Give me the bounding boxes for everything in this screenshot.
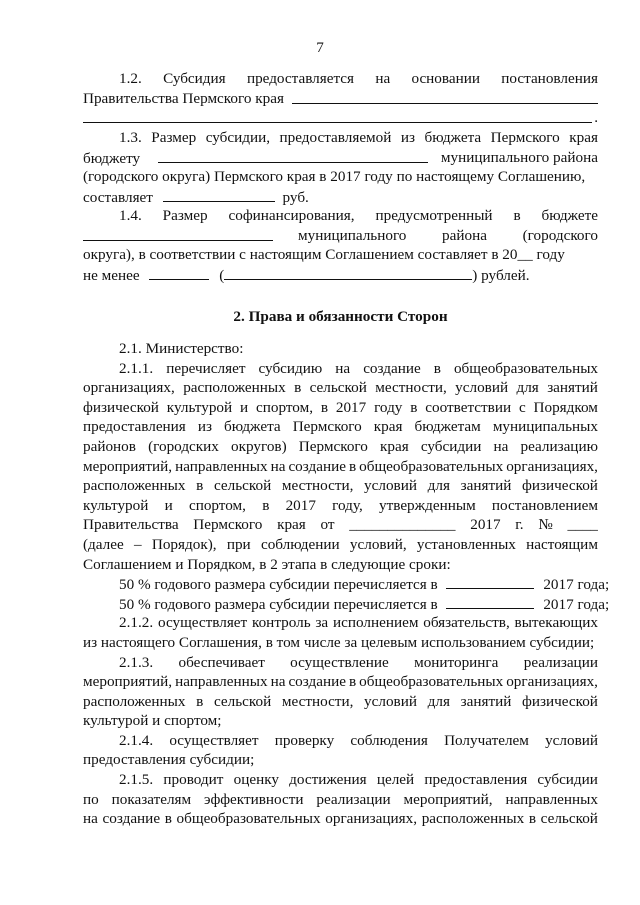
word: (городских bbox=[148, 437, 219, 455]
word: общеобразовательных bbox=[453, 359, 598, 377]
blank-field bbox=[292, 89, 598, 104]
word: осуществляет bbox=[157, 614, 248, 632]
word: сельской bbox=[213, 477, 272, 495]
blank-field bbox=[446, 594, 534, 609]
word: соблюдении bbox=[260, 535, 340, 553]
word: установленных bbox=[416, 535, 516, 553]
word: Правительства bbox=[83, 516, 179, 534]
word: настоящим bbox=[526, 535, 598, 553]
line-text: муниципального района bbox=[440, 148, 598, 166]
word: культурой bbox=[166, 398, 233, 416]
word: на bbox=[83, 810, 98, 828]
word: общеобразовательных bbox=[176, 810, 321, 828]
word: контроль bbox=[251, 614, 311, 632]
word: организациях, bbox=[325, 810, 418, 828]
word: сельской bbox=[213, 692, 272, 710]
word: занятий bbox=[460, 477, 512, 495]
word: в bbox=[348, 457, 357, 475]
word: с bbox=[518, 398, 526, 416]
word: бюджете bbox=[541, 207, 598, 224]
word: обеспечивает bbox=[178, 653, 265, 671]
line-text: 50 % годового размера субсидии перечисляется в bbox=[119, 595, 438, 613]
word: предоставляемой bbox=[279, 129, 392, 146]
word: Субсидия bbox=[163, 70, 226, 87]
word: основании bbox=[411, 70, 480, 87]
word: в bbox=[410, 398, 418, 416]
word: – bbox=[134, 535, 142, 553]
word: целей bbox=[376, 771, 415, 789]
word: (городского bbox=[522, 226, 598, 244]
text-line bbox=[83, 359, 598, 379]
line-text: составляет bbox=[83, 188, 153, 206]
word: реализации bbox=[523, 653, 598, 671]
word: по bbox=[83, 790, 99, 808]
text-line bbox=[83, 69, 598, 89]
word: в bbox=[433, 359, 441, 377]
text-line bbox=[83, 672, 598, 692]
word: округов) bbox=[231, 437, 287, 455]
word: общеобразовательных bbox=[359, 673, 504, 691]
text-line bbox=[83, 790, 598, 810]
word: проводит bbox=[163, 771, 224, 789]
text-line: Соглашением и Порядком, в 2 этапа в следующие сроки: bbox=[83, 555, 451, 573]
text-line bbox=[83, 187, 598, 207]
word: проверку bbox=[274, 731, 335, 749]
word: культурой bbox=[83, 496, 149, 514]
word: создание bbox=[288, 673, 346, 691]
word: Размер bbox=[151, 129, 197, 146]
text-line: из настоящего Соглашения, в том числе за целевым использованием субсидии; bbox=[83, 633, 595, 651]
word: году bbox=[374, 398, 403, 416]
line-text: ) рублей. bbox=[472, 266, 530, 284]
word: в bbox=[294, 379, 302, 397]
text-line bbox=[83, 809, 598, 829]
text-line bbox=[83, 148, 598, 168]
word: физической bbox=[83, 398, 159, 416]
word: организациях, bbox=[506, 457, 598, 475]
word: Пермского bbox=[292, 418, 362, 436]
blank-field bbox=[83, 108, 592, 123]
word: 2017 bbox=[285, 496, 316, 514]
word: субсидии bbox=[420, 437, 482, 455]
text-line bbox=[83, 398, 598, 418]
word: физической bbox=[522, 477, 598, 495]
word: 1.3. bbox=[119, 129, 142, 146]
word: муниципального bbox=[298, 226, 407, 244]
text-line bbox=[83, 515, 598, 535]
text-line bbox=[83, 457, 598, 477]
word: и bbox=[240, 398, 249, 416]
text-line bbox=[83, 378, 598, 398]
text-line: предоставления субсидии; bbox=[83, 751, 255, 769]
word: показателям bbox=[111, 790, 192, 808]
word: субсидии, bbox=[205, 129, 271, 146]
text-line bbox=[83, 770, 598, 790]
word: соблюдения bbox=[350, 731, 428, 749]
word: края bbox=[569, 129, 598, 146]
word: предоставления bbox=[424, 771, 528, 789]
word: перечисляет bbox=[166, 359, 246, 377]
blank-field bbox=[149, 265, 209, 280]
stage-line bbox=[83, 574, 610, 594]
word: в bbox=[348, 673, 357, 691]
line-text: бюджету bbox=[83, 149, 141, 167]
word: расположенных bbox=[83, 477, 186, 495]
section-2-title: 2. Права и обязанности Сторон bbox=[233, 308, 448, 325]
word: условий bbox=[364, 692, 417, 710]
word: Пермского bbox=[193, 516, 263, 534]
word: предоставления bbox=[83, 418, 186, 436]
word: спортом, bbox=[255, 398, 313, 416]
word: Получателем bbox=[444, 731, 529, 749]
word: бюджета bbox=[224, 418, 281, 436]
blank-field bbox=[224, 265, 472, 280]
word: условий bbox=[545, 731, 598, 749]
word: в bbox=[164, 810, 172, 828]
line-text: 2017 года; bbox=[543, 576, 610, 594]
word: районов bbox=[83, 437, 136, 455]
word: субсидии bbox=[537, 771, 598, 789]
text-line bbox=[83, 437, 598, 457]
text-line bbox=[83, 206, 598, 226]
text-line bbox=[83, 89, 598, 109]
word: для bbox=[516, 379, 539, 397]
word: Размер bbox=[162, 207, 208, 224]
word: бюджета bbox=[424, 129, 482, 146]
word: спортом, bbox=[188, 496, 246, 514]
blank-field bbox=[158, 148, 428, 163]
word: мероприятий, bbox=[83, 457, 173, 475]
word: г. bbox=[515, 516, 524, 534]
clause-1-3 bbox=[83, 128, 598, 206]
section-2-body bbox=[83, 339, 610, 829]
word: организациях, bbox=[83, 379, 175, 397]
text-line: культурой и спортом; bbox=[83, 712, 222, 730]
text-line bbox=[83, 653, 598, 673]
word: мониторинга bbox=[414, 653, 499, 671]
word: реализацию bbox=[520, 437, 598, 455]
line-text bbox=[298, 226, 598, 246]
word: 2.1.5. bbox=[119, 771, 154, 789]
word: в bbox=[513, 207, 521, 224]
page-number: 7 bbox=[316, 39, 324, 56]
word: направленных bbox=[505, 790, 598, 808]
word: на bbox=[270, 457, 286, 475]
word: Пермского bbox=[298, 437, 368, 455]
word: софинансирования, bbox=[228, 207, 355, 224]
word: района bbox=[442, 226, 487, 244]
word: создание bbox=[102, 810, 161, 828]
word: расположенных bbox=[183, 379, 286, 397]
text-line: (городского округа) Пермского края в 2017 году по настоящему Соглашению, bbox=[83, 168, 586, 186]
line-text: ( bbox=[219, 266, 225, 284]
word: осуществление bbox=[290, 653, 389, 671]
word: оценку bbox=[233, 771, 279, 789]
word: ______________ bbox=[349, 516, 456, 534]
word: при bbox=[226, 535, 251, 553]
word: муниципальных bbox=[492, 418, 598, 436]
word: осуществляет bbox=[169, 731, 259, 749]
word: 2.1.3. bbox=[119, 653, 154, 671]
word: от bbox=[320, 516, 335, 534]
word: создание bbox=[363, 359, 421, 377]
clause-1-4 bbox=[83, 206, 598, 284]
blank-field bbox=[83, 226, 273, 241]
word: организациях, bbox=[506, 673, 598, 691]
word: за bbox=[315, 614, 329, 632]
text-line bbox=[83, 613, 598, 633]
word: бюджетам bbox=[414, 418, 481, 436]
word: 2017 bbox=[470, 516, 501, 534]
text-line bbox=[83, 731, 598, 751]
word: общеобразовательных bbox=[359, 457, 504, 475]
text-line: округа), в соответствии с настоящим Соглашением составляет в 20__ году bbox=[83, 246, 565, 264]
word: Порядок), bbox=[151, 535, 217, 553]
word: 2.1.2. bbox=[119, 614, 154, 632]
word: предусмотренный bbox=[375, 207, 493, 224]
word: в bbox=[262, 496, 270, 514]
word: занятий bbox=[460, 692, 512, 710]
word: сельской bbox=[309, 379, 367, 397]
word: мероприятий, bbox=[83, 673, 173, 691]
word: занятий bbox=[547, 379, 598, 397]
line-text: 2017 года; bbox=[543, 595, 610, 613]
line-text: не менее bbox=[83, 266, 140, 284]
word: сельской bbox=[540, 810, 598, 828]
line-text: руб. bbox=[282, 188, 309, 206]
word: в bbox=[196, 477, 204, 495]
word: и bbox=[164, 496, 173, 514]
word: утвержденным bbox=[379, 496, 476, 514]
word: на bbox=[335, 359, 351, 377]
word: предоставляется bbox=[246, 70, 355, 87]
word: в bbox=[528, 810, 537, 828]
word: постановлением bbox=[491, 496, 598, 514]
word: из bbox=[400, 129, 416, 146]
word: края bbox=[380, 437, 409, 455]
word: из bbox=[197, 418, 212, 436]
word: ____ bbox=[567, 516, 598, 534]
word: исполнением bbox=[332, 614, 419, 632]
text-line bbox=[83, 265, 598, 285]
word: Порядком bbox=[533, 398, 598, 416]
word: на bbox=[375, 70, 391, 87]
blank-field bbox=[446, 574, 534, 589]
text-line bbox=[83, 108, 598, 128]
word: субсидию bbox=[258, 359, 323, 377]
word: расположенных bbox=[83, 692, 186, 710]
word: местности, bbox=[281, 692, 354, 710]
word: 2017 bbox=[335, 398, 367, 416]
text-line bbox=[83, 496, 598, 516]
word: на bbox=[270, 673, 286, 691]
word: условий, bbox=[349, 535, 407, 553]
text-line bbox=[83, 535, 598, 555]
word: расположенных bbox=[421, 810, 525, 828]
word: для bbox=[427, 692, 450, 710]
text-line: 2.1. Министерство: bbox=[119, 340, 244, 357]
word: физической bbox=[522, 692, 598, 710]
word: местности, bbox=[281, 477, 354, 495]
word: 2.1.1. bbox=[119, 359, 154, 377]
blank-field bbox=[163, 187, 275, 202]
word: в bbox=[196, 692, 204, 710]
word: местности, bbox=[375, 379, 447, 397]
word: условий bbox=[364, 477, 417, 495]
word: мероприятий, bbox=[403, 790, 493, 808]
word: создание bbox=[288, 457, 346, 475]
text-line bbox=[83, 476, 598, 496]
word: в bbox=[320, 398, 329, 416]
word: условий bbox=[455, 379, 509, 397]
word: (далее bbox=[83, 535, 124, 553]
word: № bbox=[538, 516, 553, 534]
word: году, bbox=[332, 496, 363, 514]
word: постановления bbox=[501, 70, 598, 87]
text-line bbox=[83, 128, 598, 148]
word: направленных bbox=[175, 673, 268, 691]
word: обязательств, bbox=[423, 614, 510, 632]
word: эффективности bbox=[204, 790, 304, 808]
word: для bbox=[427, 477, 450, 495]
text-line bbox=[83, 226, 598, 246]
word: 1.4. bbox=[119, 207, 142, 224]
word: вытекающих bbox=[514, 614, 598, 632]
word: реализации bbox=[316, 790, 391, 808]
word: края bbox=[373, 418, 403, 436]
word: 1.2. bbox=[119, 70, 142, 87]
clause-1-2 bbox=[83, 69, 598, 128]
text-line bbox=[83, 692, 598, 712]
line-text: . bbox=[594, 109, 598, 127]
word: края bbox=[277, 516, 306, 534]
word: соответствии bbox=[425, 398, 512, 416]
word: 2.1.4. bbox=[119, 731, 154, 749]
word: на bbox=[493, 437, 509, 455]
word: достижения bbox=[289, 771, 367, 789]
text-line bbox=[83, 417, 598, 437]
line-text: Правительства Пермского края bbox=[83, 89, 284, 107]
stage-line bbox=[83, 594, 610, 614]
word: направленных bbox=[175, 457, 268, 475]
line-text: 50 % годового размера субсидии перечисляется в bbox=[119, 576, 438, 594]
word: Пермского bbox=[490, 129, 560, 146]
